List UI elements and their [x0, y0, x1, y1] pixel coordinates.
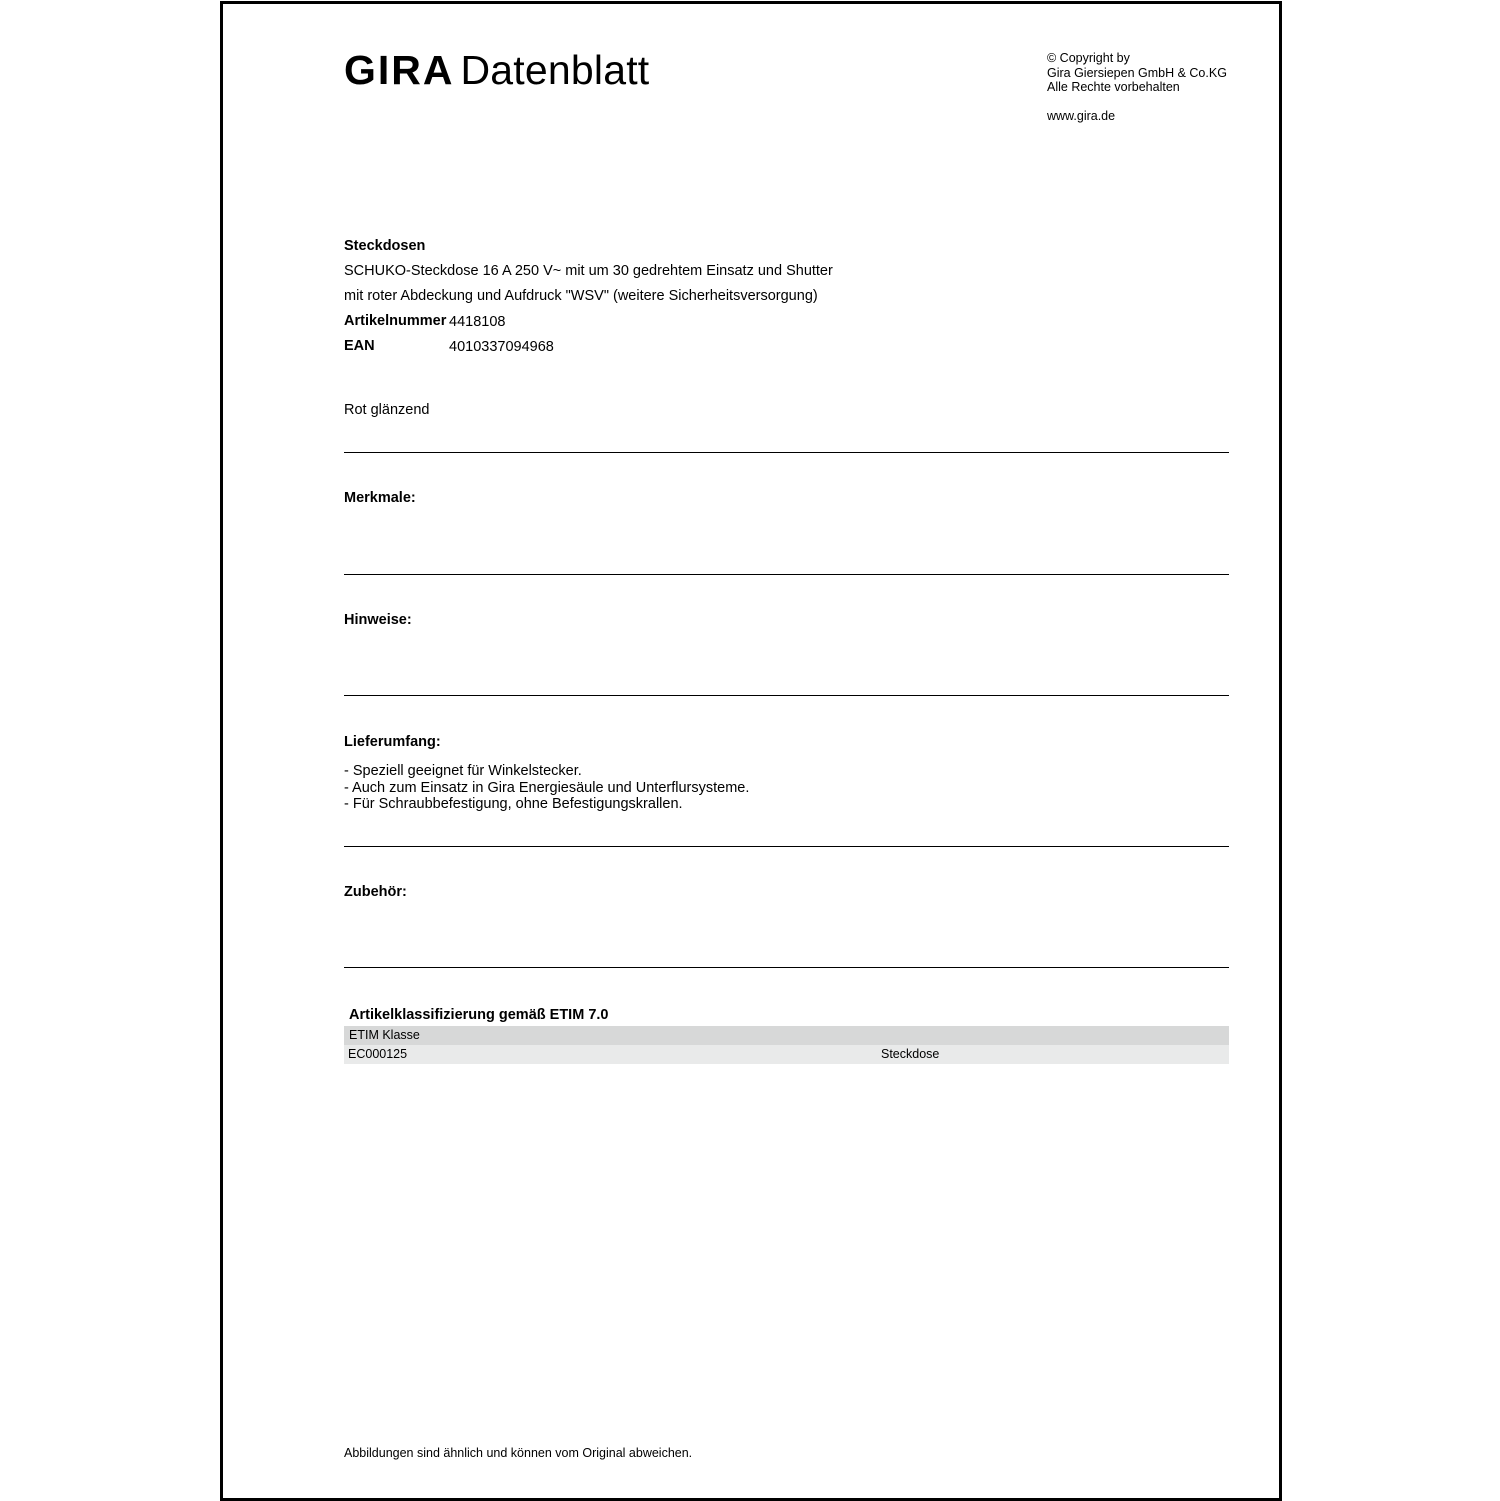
product-description-line: mit roter Abdeckung und Aufdruck "WSV" (weitere Sicherheitsversorgung) — [344, 288, 818, 304]
datasheet-page — [220, 1, 1282, 1501]
section-heading-zubehoer: Zubehör: — [344, 884, 407, 900]
divider — [344, 695, 1229, 696]
footer-note: Abbildungen sind ähnlich und können vom Original abweichen. — [344, 1446, 693, 1460]
gira-datenblatt-logo — [344, 46, 649, 94]
list-item: - Für Schraubbefestigung, ohne Befestigungskrallen. — [344, 796, 683, 812]
copyright-line: © Copyright by — [1047, 51, 1130, 65]
divider — [344, 574, 1229, 575]
etim-header-cell: ETIM Klasse — [349, 1028, 420, 1042]
lieferumfang-list — [344, 763, 749, 813]
article-number-label: Artikelnummer — [344, 313, 447, 329]
etim-title: Artikelklassifizierung gemäß ETIM 7.0 — [349, 1007, 609, 1023]
ean-value: 4010337094968 — [449, 339, 554, 355]
etim-class-cell: Steckdose — [881, 1047, 940, 1061]
etim-table — [344, 1026, 1229, 1064]
divider — [344, 452, 1229, 453]
list-item: - Auch zum Einsatz in Gira Energiesäule und Unterflursysteme. — [344, 779, 750, 796]
etim-code-cell: EC000125 — [348, 1047, 408, 1061]
section-heading-merkmale: Merkmale: — [344, 490, 416, 506]
section-heading-lieferumfang: Lieferumfang: — [344, 734, 441, 750]
brand-name: GIRA — [344, 47, 455, 93]
product-category: Steckdosen — [344, 238, 426, 254]
copyright-block — [1047, 51, 1227, 95]
copyright-line: Alle Rechte vorbehalten — [1047, 80, 1180, 94]
website-link[interactable]: www.gira.de — [1047, 109, 1116, 123]
table-row — [344, 1045, 1229, 1064]
section-heading-hinweise: Hinweise: — [344, 612, 412, 628]
product-finish: Rot glänzend — [344, 402, 430, 418]
document-title: Datenblatt — [460, 47, 650, 93]
ean-label: EAN — [344, 338, 375, 354]
copyright-line: Gira Giersiepen GmbH & Co.KG — [1047, 65, 1227, 80]
article-number-value: 4418108 — [449, 314, 506, 330]
list-item: - Speziell geeignet für Winkelstecker. — [344, 763, 582, 779]
divider — [344, 846, 1229, 847]
etim-header-row — [344, 1026, 1229, 1045]
product-description-line: SCHUKO-Steckdose 16 A 250 V~ mit um 30 gedrehtem Einsatz und Shutter — [344, 263, 833, 279]
divider — [344, 967, 1229, 968]
